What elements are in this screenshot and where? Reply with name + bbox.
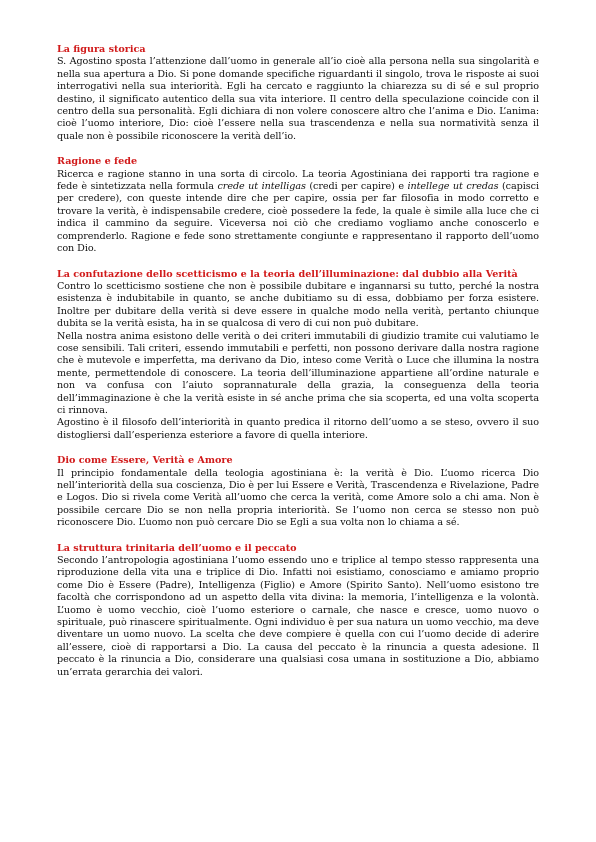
section-title: Dio come Essere, Verità e Amore	[57, 455, 233, 467]
paragraph: Agostino è il filosofo dell’interiorità in quanto predica il ritorno dell’uomo a se steso, ovvero il suo distogliersi dall’esperienza esteriore a favore di quella interiore.	[57, 417, 539, 441]
paragraph: Secondo l’antropologia agostiniana l’uomo essendo uno e triplice al tempo stesso rappresenta una riproduzione della vita una e triplice di Dio. Infatti noi esistiamo, conosciamo e amiamo proprio come Dio è Essere (Padre), Intelligenza (Figlio) e Amore (Spirito Santo). Nell’uomo esistono tre facoltà che corrispondono ad un aspetto della vita divina: la memoria, l’intelligenza e la volontà. L’uomo è uomo vecchio, cioè l’uomo esteriore o carnale, che nasce e cresce, uomo nuovo o spirituale, può rinascere spiritualmente. Ogni individuo è per sua natura un uomo vecchio, ma deve diventare un uomo nuovo. La scelta che deve compiere è quella con cui l’uomo decide di aderire all’essere, cioè di rapportarsi a Dio. La causa del peccato è la rinuncia a questa adesione. Il peccato è la rinuncia a Dio, considerare una qualsiasi cosa umana in sostituzione a Dio, abbiamo un’errata gerarchia dei valori.	[57, 555, 539, 678]
paragraph: Ricerca e ragione stanno in una sorta di circolo. La teoria Agostiniana dei rapporti tra ragione e fede è sintetizzata nella formula crede ut intelligas (credi per capire) e intellege ut credas (capisci per credere), con queste intende dire che per capire, ossia per far filosofia in modo corretto e trovare la verità, è indispensabile credere, cioè possedere la fede, la quale è simile alla luce che ci indica il cammino da seguire. Viceversa noi ciò che crediamo vogliamo anche conoscerlo e comprenderlo. Ragione e fede sono strettamente congiunte e rappresentano il rapporto dell’uomo con Dio.	[57, 168, 539, 255]
section-scetticismo	[57, 269, 539, 443]
section-title: La confutazione dello scetticismo e la teoria dell’illuminazione: dal dubbio alla Verità	[57, 268, 518, 280]
section-ragione-fede	[57, 156, 539, 255]
paragraph: Nella nostra anima esistono delle verità o dei criteri immutabili di giudizio tramite cui valutiamo le cose sensibili. Tali criteri, essendo immutabili e perfetti, non possono derivare dalla nostra ragione che è mutevole e imperfetta, ma derivano da Dio, inteso come Verità o Luce che illumina la nostra mente, permettendole di conoscere. La teoria dell’illuminazione appartiene all’ordine naturale e non va confusa con l’aiuto soprannaturale della grazia, la conseguenza della teoria dell’immaginazione è che la verità esiste in sé anche prima che sia scoperta, ed una volta scoperta ci rinnova.	[57, 330, 539, 416]
document-page	[57, 44, 539, 692]
section-title: La struttura trinitaria dell’uomo e il peccato	[57, 542, 297, 554]
section-struttura-trinitaria	[57, 543, 539, 679]
latin-formula: crede ut intelligas	[217, 181, 306, 193]
latin-formula: intellege ut credas	[407, 181, 499, 193]
section-figura-storica	[57, 44, 539, 143]
section-dio-essere	[57, 455, 539, 529]
section-title: Ragione e fede	[57, 156, 138, 168]
paragraph: S. Agostino sposta l’attenzione dall’uomo in generale all’io cioè alla persona nella sua singolarità e nella sua apertura a Dio. Si pone domande specifiche riguardanti il singolo, trova le risposte ai suoi interrogativi nella sua interiorità. Egli ha cercato e raggiunto la chiarezza su di sé e sul proprio destino, il significato autentico della sua vita interiore. Il centro della speculazione coincide con il centro della sua personalità. Egli dichiara di non volere conoscere altro che l’anima e Dio. L’anima: cioè l’uomo interiore, Dio: cioè l’essere nella sua trascendenza e nella sua normatività senza il quale non è possibile riconoscere la verità dell’io.	[57, 56, 539, 142]
section-title: La figura storica	[57, 44, 146, 55]
paragraph: Contro lo scetticismo sostiene che non è possibile dubitare e ingannarsi su tutto, perché la nostra esistenza è indubitabile in quanto, se anche dubitiamo su di essa, dobbiamo per forza esistere. Inoltre per dubitare della verità si deve essere in qualche modo nella verità, pertanto chiunque dubita se la verità esista, ha in se qualcosa di vero di cui non può dubitare.	[57, 280, 539, 330]
paragraph: Il principio fondamentale della teologia agostiniana è: la verità è Dio. L’uomo ricerca Dio nell’interiorità della sua coscienza, Dio è per lui Essere e Verità, Trascendenza e Rivelazione, Padre e Logos. Dio si rivela come Verità all’uomo che cerca la verità, come Amore solo a chi ama. Non è possibile cercare Dio se non nella propria interiorità. Se l’uomo non cerca se stesso non può riconoscere Dio. L’uomo non può cercare Dio se Egli a sua volta non lo chiama a sé.	[57, 467, 539, 529]
